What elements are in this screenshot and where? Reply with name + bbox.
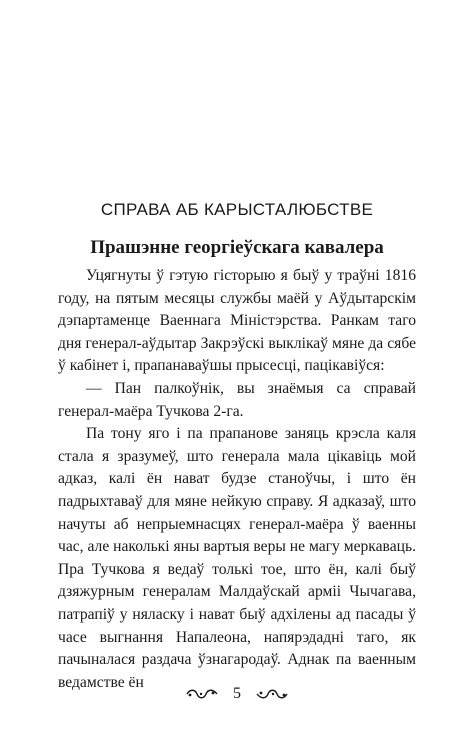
- left-ornament-icon: [185, 688, 219, 700]
- chapter-title: СПРАВА АБ КАРЫСТАЛЮБСТВЕ: [100, 200, 374, 219]
- paragraph-2: — Пан палкоўнік, вы знаёмыя са справай генерал-маёра Тучкова 2-га.: [58, 379, 416, 420]
- paragraph-1: Уцягнуты ў гэтую гісторыю я быў у траўні 1816 году, на пятым месяцы службы маёй у Аўдытарскім дэпартаменце Ваеннага Міністэрства. Ранкам таго дня генерал-аўдытар Закрэўскі выклікаў мяне да сябе ў кабінет і, прапанаваўшы прысесці, пацікавіўся:: [58, 267, 416, 375]
- page-footer: [0, 686, 474, 702]
- section-title: Прашэнне георгіеўскага кавалера: [90, 237, 384, 258]
- body-text: [58, 265, 416, 694]
- right-ornament-icon: [255, 688, 289, 700]
- paragraph-3: Па тону яго і па прапанове заняць крэсла каля стала я зразумеў, што генерала мала цікавіць мой адказ, калі ён нават будзе станоўчы, і што ён падрыхтаваў для мяне нейкую справу. Я адказаў, што начуты аб непрыемнасцях генерал-маёра ў ваенны час, але наколькі яны вартыя веры не магу меркаваць. Пра Тучкова я ведаў толькі тое, што ён, калі быў дзяжурным генералам Малдаўскай арміі Чычагава, патрапіў у няласку і нават быў адхілены ад пасады ў часе выгнання Напалеона, напярэдадні таго, як пачыналася раздача ўзнагародаў. Аднак па ваенным ведамстве ён: [58, 425, 416, 691]
- page-number: 5: [233, 685, 241, 702]
